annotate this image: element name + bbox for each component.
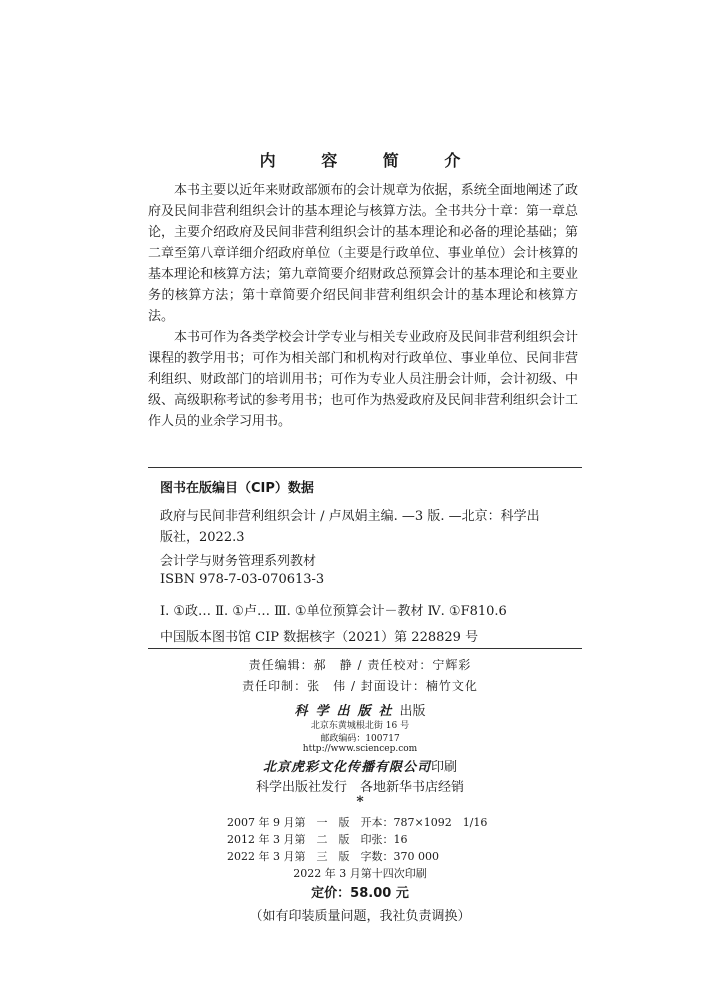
summary-paragraph-1: 本书主要以近年来财政部颁布的会计规章为依据，系统全面地阐述了政府及民间非营利组织会计的基本理论与核算方法。全书共分十章：第一章总论，主要介绍政府及民间非营利组织会计的基本理论和必备的理论基础；第二章至第八章详细介绍政府单位（主要是行政单位、事业单位）会计核算的基本理论和核算方法；第九章简要介绍财政总预算会计的基本理论和主要业务的核算方法；第十章简要介绍民间非营利组织会计的基本理论和核算方法。 <box>148 183 578 324</box>
cip-line-1: 政府与民间非营利组织会计 / 卢凤娟主编. —3 版. —北京：科学出 <box>160 509 540 524</box>
edition-line-1: 2007 年 9 月第 一 版 开本：787×1092 1/16 <box>227 816 488 829</box>
distribution-line: 科学出版社发行 各地新华书店经销 <box>255 780 464 795</box>
page-title: 内 容 简 介 <box>259 151 481 170</box>
publisher-url: http://www.sciencep.com <box>302 744 418 754</box>
cip-bottom-divider <box>148 648 582 649</box>
cip-line-2: 版社，2022.3 <box>160 530 245 545</box>
cip-heading: 图书在版编目（CIP）数据 <box>160 481 314 496</box>
summary-body <box>148 180 578 432</box>
quality-notice: （如有印装质量问题，我社负责调换） <box>249 909 471 924</box>
cip-isbn: ISBN 978-7-03-070613-3 <box>160 572 325 587</box>
cip-top-divider <box>148 467 582 468</box>
printer-line <box>0 756 720 775</box>
separator-star: * <box>356 794 364 810</box>
cip-series: 会计学与财务管理系列教材 <box>160 554 317 569</box>
publisher-postcode: 邮政编码：100717 <box>320 734 400 744</box>
publisher-address: 北京东黄城根北街 16 号 <box>310 721 410 731</box>
credits-line-1: 责任编辑：郝 静 / 责任校对：宁辉彩 <box>248 658 472 672</box>
summary-paragraph-2: 本书可作为各类学校会计学专业与相关专业政府及民间非营利组织会计课程的教学用书；可作为相关部门和机构对行政单位、事业单位、民间非营利组织、财政部门的培训用书；可作为专业人员注册会计师，会计初级、中级、高级职称考试的参考用书；也可作为热爱政府及民间非营利组织会计工作人员的业余学习用书。 <box>148 330 578 429</box>
publisher-line <box>0 700 720 719</box>
printing-line: 2022 年 3 月第十四次印刷 <box>293 867 427 880</box>
edition-line-3: 2022 年 3 月第 三 版 字数：370 000 <box>227 850 439 863</box>
edition-line-2: 2012 年 3 月第 二 版 印张：16 <box>227 833 408 846</box>
credits-line-2: 责任印制：张 伟 / 封面设计：楠竹文化 <box>242 679 478 693</box>
cip-classification: Ⅰ. ①政… Ⅱ. ①卢… Ⅲ. ①单位预算会计－教材 Ⅳ. ①F810.6 <box>160 604 507 619</box>
cip-number: 中国版本图书馆 CIP 数据核字（2021）第 228829 号 <box>160 630 479 645</box>
publisher-suffix: 出版 <box>399 704 426 719</box>
price: 定价：58.00 元 <box>311 886 409 901</box>
printer-name: 北京虎彩文化传播有限公司 <box>262 760 431 775</box>
printer-suffix: 印刷 <box>431 760 458 775</box>
publisher-name: 科学出版社 <box>294 704 400 719</box>
